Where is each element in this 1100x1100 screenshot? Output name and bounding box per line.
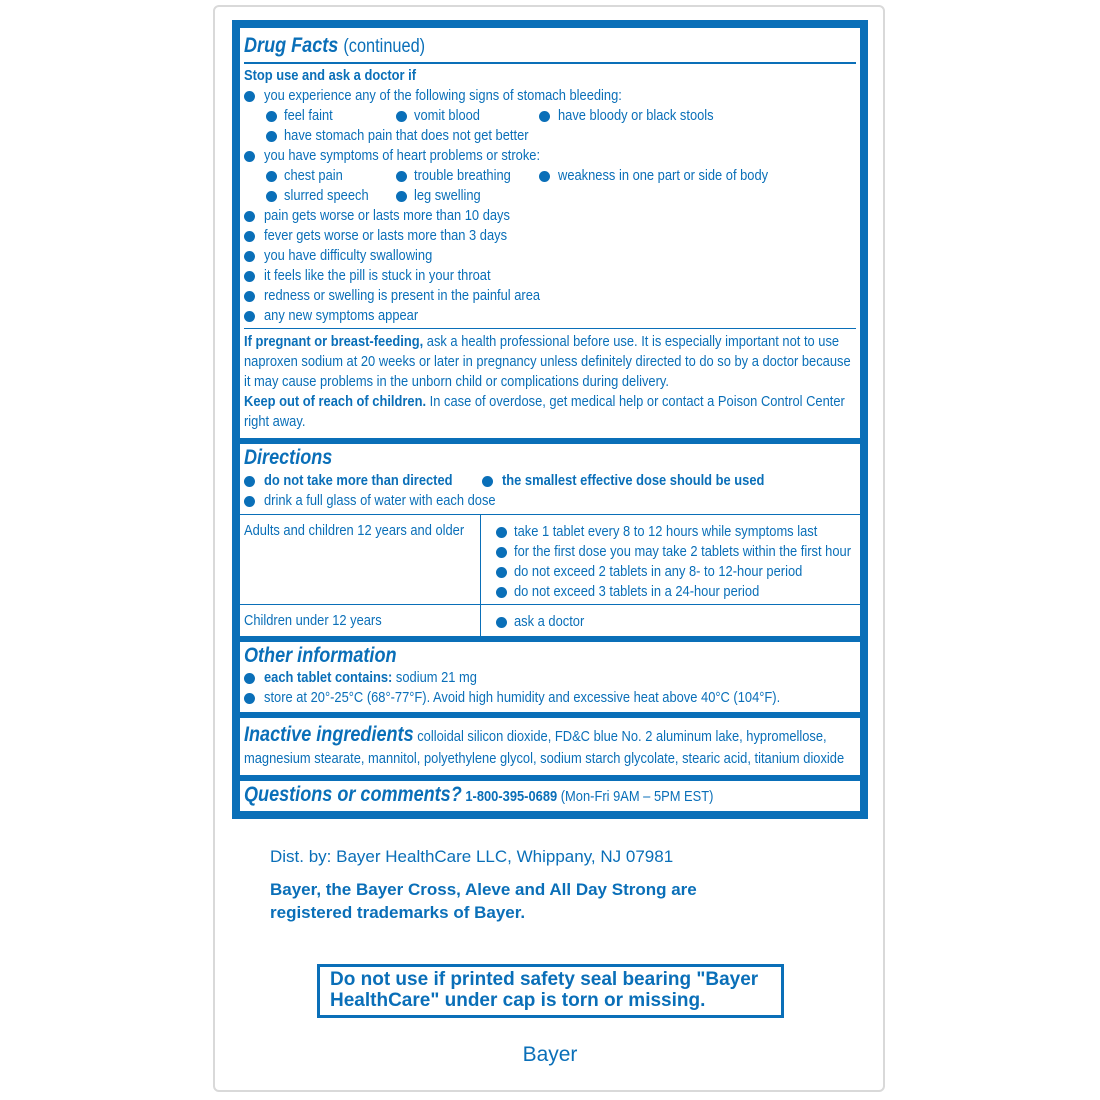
bullet-icon bbox=[244, 271, 255, 282]
title-text: Drug Facts bbox=[244, 34, 339, 57]
directions-bullet-2: the smallest effective dose should be used bbox=[502, 472, 765, 489]
other-info-panel bbox=[240, 642, 860, 712]
questions-panel bbox=[240, 781, 860, 811]
bullet-icon bbox=[496, 567, 507, 578]
bullet-icon bbox=[396, 171, 407, 182]
directions-bullet-3: drink a full glass of water with each dose bbox=[264, 492, 496, 509]
list-item: fever gets worse or lasts more than 3 days bbox=[264, 227, 508, 244]
bullet-icon bbox=[496, 617, 507, 628]
brand-name: Bayer bbox=[522, 1043, 578, 1066]
bullet-icon bbox=[266, 191, 277, 202]
bullet-icon bbox=[266, 131, 277, 142]
sign-vomit-blood: vomit blood bbox=[414, 107, 480, 124]
adult-item: take 1 tablet every 8 to 12 hours while symptoms last bbox=[514, 523, 818, 540]
list-item: you have difficulty swallowing bbox=[264, 247, 433, 264]
tablet-value: sodium 21 mg bbox=[395, 669, 477, 686]
keep-out-line-1 bbox=[244, 392, 845, 412]
list-item: any new symptoms appear bbox=[264, 307, 419, 324]
bullet-icon bbox=[539, 171, 550, 182]
adult-item: do not exceed 2 tablets in any 8- to 12-hour period bbox=[514, 563, 803, 580]
phone-number: 1-800-395-0689 bbox=[465, 788, 558, 805]
inactive-line-1 bbox=[244, 723, 827, 747]
bullet-icon bbox=[244, 251, 255, 262]
directions-title: Directions bbox=[244, 446, 333, 469]
table-row-divider bbox=[240, 604, 860, 605]
title-rule bbox=[244, 62, 856, 64]
bullet-icon bbox=[244, 496, 255, 507]
other-info-title: Other information bbox=[244, 644, 397, 667]
bullet-icon bbox=[244, 91, 255, 102]
sign-stomach-pain: have stomach pain that does not get better bbox=[284, 127, 529, 144]
bullet-icon bbox=[244, 311, 255, 322]
storage-text: store at 20°-25°C (68°-77°F). Avoid high humidity and excessive heat above 40°C (104°F). bbox=[264, 689, 781, 706]
bullet-icon bbox=[266, 171, 277, 182]
bullet-icon bbox=[244, 673, 255, 684]
bullet-icon bbox=[244, 693, 255, 704]
directions-panel bbox=[240, 444, 860, 636]
table-column-divider bbox=[480, 514, 481, 636]
adult-item: for the first dose you may take 2 tablets within the first hour bbox=[514, 543, 851, 560]
distributor-text: Dist. by: Bayer HealthCare LLC, Whippany, NJ 07981 bbox=[270, 847, 674, 866]
tablet-contents bbox=[264, 668, 477, 688]
sign-feel-faint: feel faint bbox=[284, 107, 333, 124]
bullet-icon bbox=[396, 111, 407, 122]
divider bbox=[244, 328, 856, 329]
keep-out-line-2: right away. bbox=[244, 413, 306, 430]
inactive-panel bbox=[240, 718, 860, 775]
phone-hours: (Mon-Fri 9AM – 5PM EST) bbox=[560, 788, 714, 805]
bullet-icon bbox=[244, 151, 255, 162]
list-item: redness or swelling is present in the painful area bbox=[264, 287, 541, 304]
bullet-icon bbox=[244, 211, 255, 222]
bullet-icon bbox=[396, 191, 407, 202]
drug-facts-box bbox=[232, 20, 868, 819]
bullet-icon bbox=[266, 111, 277, 122]
pregnant-line-3: it may cause problems in the unborn child or complications during delivery. bbox=[244, 373, 669, 390]
bullet-icon bbox=[482, 476, 493, 487]
keep-out-bold: Keep out of reach of children. bbox=[244, 393, 427, 410]
table-divider bbox=[240, 514, 860, 515]
sign-leg-swelling: leg swelling bbox=[414, 187, 481, 204]
bullet-icon bbox=[496, 587, 507, 598]
questions-line bbox=[244, 783, 713, 807]
inactive-text-1: colloidal silicon dioxide, FD&C blue No. 2 aluminum lake, hypromellose, bbox=[417, 728, 827, 745]
heart-problems-text: you have symptoms of heart problems or stroke: bbox=[264, 147, 541, 164]
stomach-bleeding-text: you experience any of the following signs of stomach bleeding: bbox=[264, 87, 622, 104]
list-item: it feels like the pill is stuck in your throat bbox=[264, 267, 491, 284]
sign-trouble-breathing: trouble breathing bbox=[414, 167, 511, 184]
continued-text: (continued) bbox=[343, 36, 426, 57]
adult-label: Adults and children 12 years and older bbox=[244, 522, 465, 539]
seal-line-1: Do not use if printed safety seal bearing "Bayer bbox=[330, 969, 759, 990]
stop-use-heading: Stop use and ask a doctor if bbox=[244, 67, 417, 84]
inactive-line-2: magnesium stearate, mannitol, polyethylene glycol, sodium starch glycolate, stearic acid, titanium dioxide bbox=[244, 750, 845, 767]
trademark-line-1: Bayer, the Bayer Cross, Aleve and All Day Strong are bbox=[270, 880, 697, 899]
inactive-title: Inactive ingredients bbox=[244, 723, 414, 746]
bullet-icon bbox=[496, 547, 507, 558]
pregnant-text-1: ask a health professional before use. It is especially important not to use bbox=[426, 333, 840, 350]
warnings-panel bbox=[240, 28, 860, 438]
pregnant-line-2: naproxen sodium at 20 weeks or later in pregnancy unless definitely directed to do so by a doctor because bbox=[244, 353, 851, 370]
sign-slurred-speech: slurred speech bbox=[284, 187, 369, 204]
list-item: pain gets worse or lasts more than 10 days bbox=[264, 207, 510, 224]
questions-title: Questions or comments? bbox=[244, 783, 462, 806]
bullet-icon bbox=[244, 231, 255, 242]
bullet-icon bbox=[244, 291, 255, 302]
pregnant-line-1 bbox=[244, 332, 839, 352]
child-item: ask a doctor bbox=[514, 613, 585, 630]
child-label: Children under 12 years bbox=[244, 612, 382, 629]
directions-bullet-1: do not take more than directed bbox=[264, 472, 453, 489]
keep-out-text-1: In case of overdose, get medical help or contact a Poison Control Center bbox=[429, 393, 845, 410]
tablet-bold: each tablet contains: bbox=[264, 669, 393, 686]
adult-item: do not exceed 3 tablets in a 24-hour period bbox=[514, 583, 760, 600]
bullet-icon bbox=[496, 527, 507, 538]
trademark-line-2: registered trademarks of Bayer. bbox=[270, 903, 526, 922]
bullet-icon bbox=[244, 476, 255, 487]
sign-bloody-stools: have bloody or black stools bbox=[558, 107, 714, 124]
seal-line-2: HealthCare" under cap is torn or missing. bbox=[330, 990, 706, 1011]
safety-seal-notice bbox=[317, 964, 784, 1018]
pregnant-bold: If pregnant or breast-feeding, bbox=[244, 333, 424, 350]
sign-weakness: weakness in one part or side of body bbox=[558, 167, 769, 184]
bullet-icon bbox=[539, 111, 550, 122]
sign-chest-pain: chest pain bbox=[284, 167, 343, 184]
drug-facts-title bbox=[244, 34, 425, 59]
